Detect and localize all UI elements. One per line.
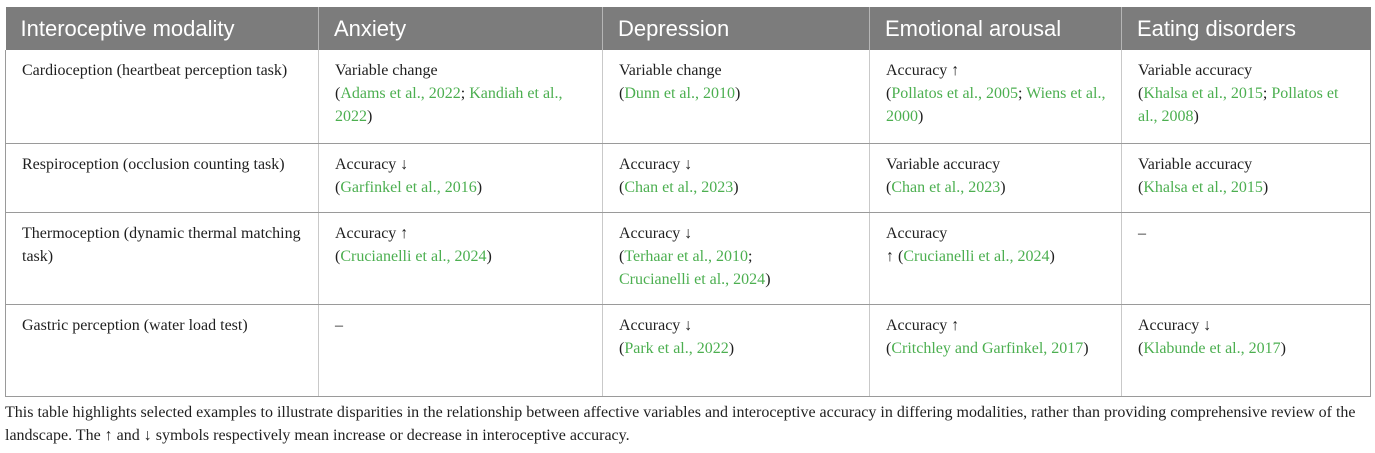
cite-close: )	[733, 179, 739, 196]
finding-text: Accuracy ↑	[335, 225, 409, 242]
finding-text: Accuracy ↑	[886, 317, 960, 334]
citation-link[interactable]: Chan et al., 2023	[891, 179, 1001, 196]
cite-open: (	[619, 248, 625, 265]
cite-open: (	[886, 85, 892, 102]
finding-text: –	[335, 317, 343, 334]
cite-open: (	[894, 248, 904, 265]
cite-close: )	[1280, 340, 1286, 357]
header-anxiety: Anxiety	[319, 7, 603, 50]
finding-text: Accuracy ↓	[619, 225, 693, 242]
header-eating-disorders: Eating disorders	[1122, 7, 1371, 50]
anxiety-cell	[319, 213, 603, 305]
cite-separator: ;	[1017, 85, 1027, 102]
anxiety-cell	[319, 50, 603, 144]
arousal-cell	[870, 144, 1122, 213]
cite-open: (	[1138, 85, 1144, 102]
cite-close: )	[1193, 108, 1199, 125]
header-row	[6, 7, 1371, 50]
header-depression: Depression	[603, 7, 870, 50]
table-row	[6, 305, 1371, 397]
arousal-cell	[870, 213, 1122, 305]
citation-link[interactable]: Adams et al., 2022	[340, 85, 461, 102]
depression-cell	[603, 305, 870, 397]
modality-cell: Cardioception (heartbeat perception task)	[6, 50, 319, 144]
depression-cell	[603, 213, 870, 305]
modality-cell: Respiroception (occlusion counting task)	[6, 144, 319, 213]
citation-link[interactable]: Critchley and Garfinkel, 2017	[891, 340, 1084, 357]
modality-cell: Gastric perception (water load test)	[6, 305, 319, 397]
citation-link[interactable]: Dunn et al., 2010	[624, 85, 735, 102]
finding-text: Variable accuracy	[886, 156, 1001, 173]
cite-open: (	[335, 179, 341, 196]
finding-text: Accuracy ↓	[619, 317, 693, 334]
table-row	[6, 144, 1371, 213]
citation-link[interactable]: Pollatos et al., 2008	[1138, 85, 1339, 125]
citation-link[interactable]: Kandiah et al., 2022	[335, 85, 563, 125]
cite-open: (	[886, 340, 892, 357]
cite-close: )	[1049, 248, 1055, 265]
finding-text: Accuracy ↓	[619, 156, 693, 173]
citation-link[interactable]: Khalsa et al., 2015	[1143, 179, 1263, 196]
cite-separator: ;	[460, 85, 470, 102]
citation-link[interactable]: Pollatos et al., 2005	[891, 85, 1018, 102]
cite-open: (	[1138, 179, 1144, 196]
depression-cell	[603, 144, 870, 213]
cite-close: )	[728, 340, 735, 357]
cite-separator: ;	[748, 248, 753, 265]
citation-link[interactable]: Terhaar et al., 2010	[624, 248, 749, 265]
table-footnote: This table highlights selected examples to illustrate disparities in the relationship between affective variables and interoceptive accuracy in differing modalities, rather than providing comprehensive review of the landscape. The ↑ and ↓ symbols respectively mean increase or decrease in interoceptive accuracy.	[5, 404, 1356, 444]
citation-link[interactable]: Wiens et al., 2000	[886, 85, 1106, 125]
table-container	[5, 7, 1370, 397]
cite-close: )	[765, 271, 771, 288]
cite-close: )	[734, 85, 741, 102]
eating-cell	[1122, 50, 1371, 144]
cite-close: )	[1000, 179, 1006, 196]
cite-open: (	[619, 85, 625, 102]
cite-open: (	[335, 85, 341, 102]
depression-cell	[603, 50, 870, 144]
cite-open: (	[886, 179, 892, 196]
citation-link[interactable]: Chan et al., 2023	[624, 179, 734, 196]
cite-open: (	[619, 340, 625, 357]
citation-link[interactable]: Crucianelli et al., 2024	[619, 271, 766, 288]
anxiety-cell	[319, 305, 603, 397]
cite-close: )	[476, 179, 483, 196]
cite-close: )	[1262, 179, 1269, 196]
citation-link[interactable]: Crucianelli et al., 2024	[903, 248, 1050, 265]
finding-text: Variable accuracy	[1138, 156, 1253, 173]
arousal-cell	[870, 305, 1122, 397]
finding-text: –	[1138, 225, 1146, 242]
arrow-symbol: ↑	[886, 248, 894, 265]
eating-cell	[1122, 144, 1371, 213]
citation-link[interactable]: Crucianelli et al., 2024	[340, 248, 487, 265]
finding-text: Variable change	[619, 62, 722, 79]
cite-close: )	[367, 108, 373, 125]
citation-link[interactable]: Garfinkel et al., 2016	[340, 179, 477, 196]
modality-cell: Thermoception (dynamic thermal matching task)	[6, 213, 319, 305]
header-emotional-arousal: Emotional arousal	[870, 7, 1122, 50]
citation-link[interactable]: Khalsa et al., 2015	[1143, 85, 1263, 102]
table-row	[6, 50, 1371, 144]
cite-open: (	[619, 179, 625, 196]
header-modality: Interoceptive modality	[6, 7, 319, 50]
cite-close: )	[1083, 340, 1089, 357]
finding-text: Accuracy ↓	[335, 156, 409, 173]
cite-close: )	[486, 248, 492, 265]
finding-text: Variable accuracy	[1138, 62, 1253, 79]
table-row	[6, 213, 1371, 305]
interoception-table	[5, 7, 1371, 397]
cite-close: )	[918, 108, 924, 125]
cite-open: (	[335, 248, 341, 265]
finding-text: Variable change	[335, 62, 438, 79]
finding-text: Accuracy ↓	[1138, 317, 1212, 334]
eating-cell	[1122, 305, 1371, 397]
eating-cell	[1122, 213, 1371, 305]
cite-open: (	[1138, 340, 1144, 357]
finding-text: Accuracy	[886, 225, 948, 242]
arousal-cell	[870, 50, 1122, 144]
cite-separator: ;	[1262, 85, 1272, 102]
anxiety-cell	[319, 144, 603, 213]
citation-link[interactable]: Park et al., 2022	[624, 340, 729, 357]
finding-text: Accuracy ↑	[886, 62, 960, 79]
citation-link[interactable]: Klabunde et al., 2017	[1143, 340, 1281, 357]
